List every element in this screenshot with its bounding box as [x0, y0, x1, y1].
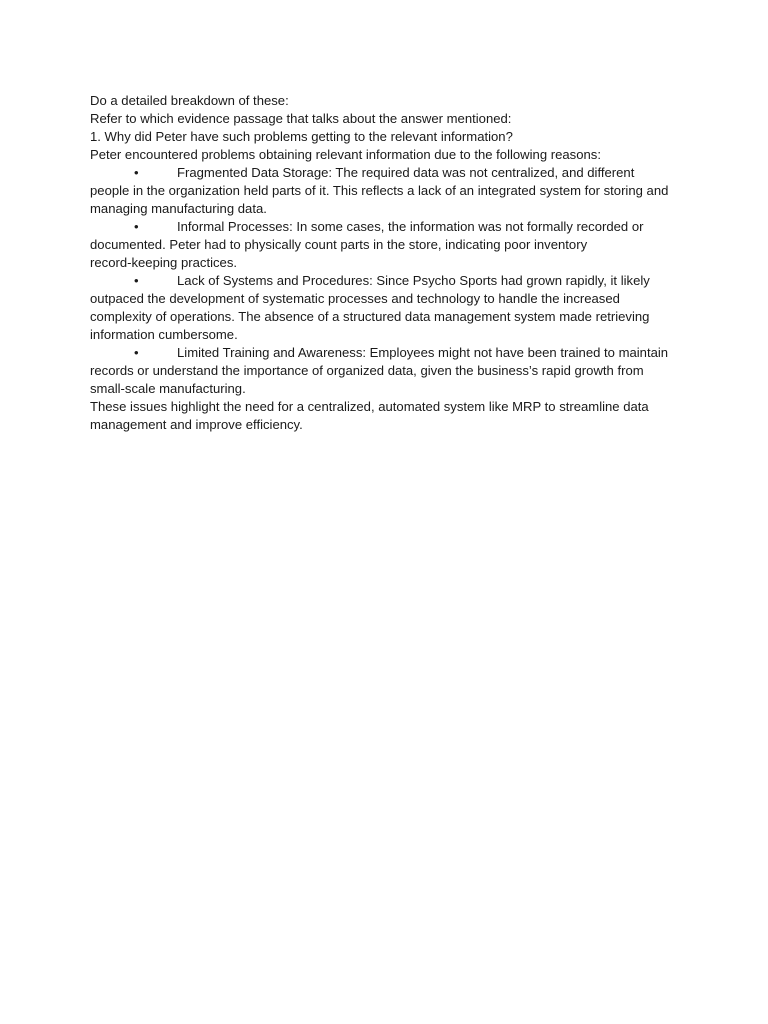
- bullet-text: Lack of Systems and Procedures: Since Psycho Sports had grown rapidly, it likely: [177, 273, 650, 288]
- bullet-text: record-keeping practices.: [90, 255, 238, 270]
- conclusion-line: management and improve efficiency.: [90, 417, 303, 432]
- bullet-icon: •: [134, 165, 139, 180]
- bullet-icon: •: [134, 345, 139, 360]
- bullet-text: complexity of operations. The absence of a structured data management system made retrieving: [90, 309, 650, 324]
- bullet-text: records or understand the importance of organized data, given the business’s rapid growth from: [90, 363, 644, 378]
- bullet-text: Fragmented Data Storage: The required data was not centralized, and different: [177, 165, 635, 180]
- bullet-text: outpaced the development of systematic processes and technology to handle the increased: [90, 291, 620, 306]
- bullet-text: people in the organization held parts of it. This reflects a lack of an integrated system for storing and: [90, 183, 669, 198]
- document-body: [90, 92, 685, 434]
- question-line: 1. Why did Peter have such problems getting to the relevant information?: [90, 129, 513, 144]
- bullet-icon: •: [134, 219, 139, 234]
- bullet-icon: •: [134, 273, 139, 288]
- bullet-text: information cumbersome.: [90, 327, 238, 342]
- intro-line: Do a detailed breakdown of these:: [90, 93, 289, 108]
- intro-line: Refer to which evidence passage that talks about the answer mentioned:: [90, 111, 512, 126]
- intro-line: Peter encountered problems obtaining relevant information due to the following reasons:: [90, 147, 601, 162]
- bullet-text: managing manufacturing data.: [90, 201, 267, 216]
- bullet-item-fragmented-data-storage: [90, 164, 685, 218]
- bullet-item-lack-of-systems: [90, 272, 685, 344]
- bullet-item-limited-training: [90, 344, 685, 398]
- conclusion-line: These issues highlight the need for a centralized, automated system like MRP to streamline data: [90, 399, 649, 414]
- bullet-text: Limited Training and Awareness: Employees might not have been trained to maintain: [177, 345, 669, 360]
- bullet-text: Informal Processes: In some cases, the information was not formally recorded or: [177, 219, 644, 234]
- bullet-text: small-scale manufacturing.: [90, 381, 246, 396]
- bullet-text: documented. Peter had to physically count parts in the store, indicating poor inventory: [90, 237, 588, 252]
- bullet-item-informal-processes: [90, 218, 685, 272]
